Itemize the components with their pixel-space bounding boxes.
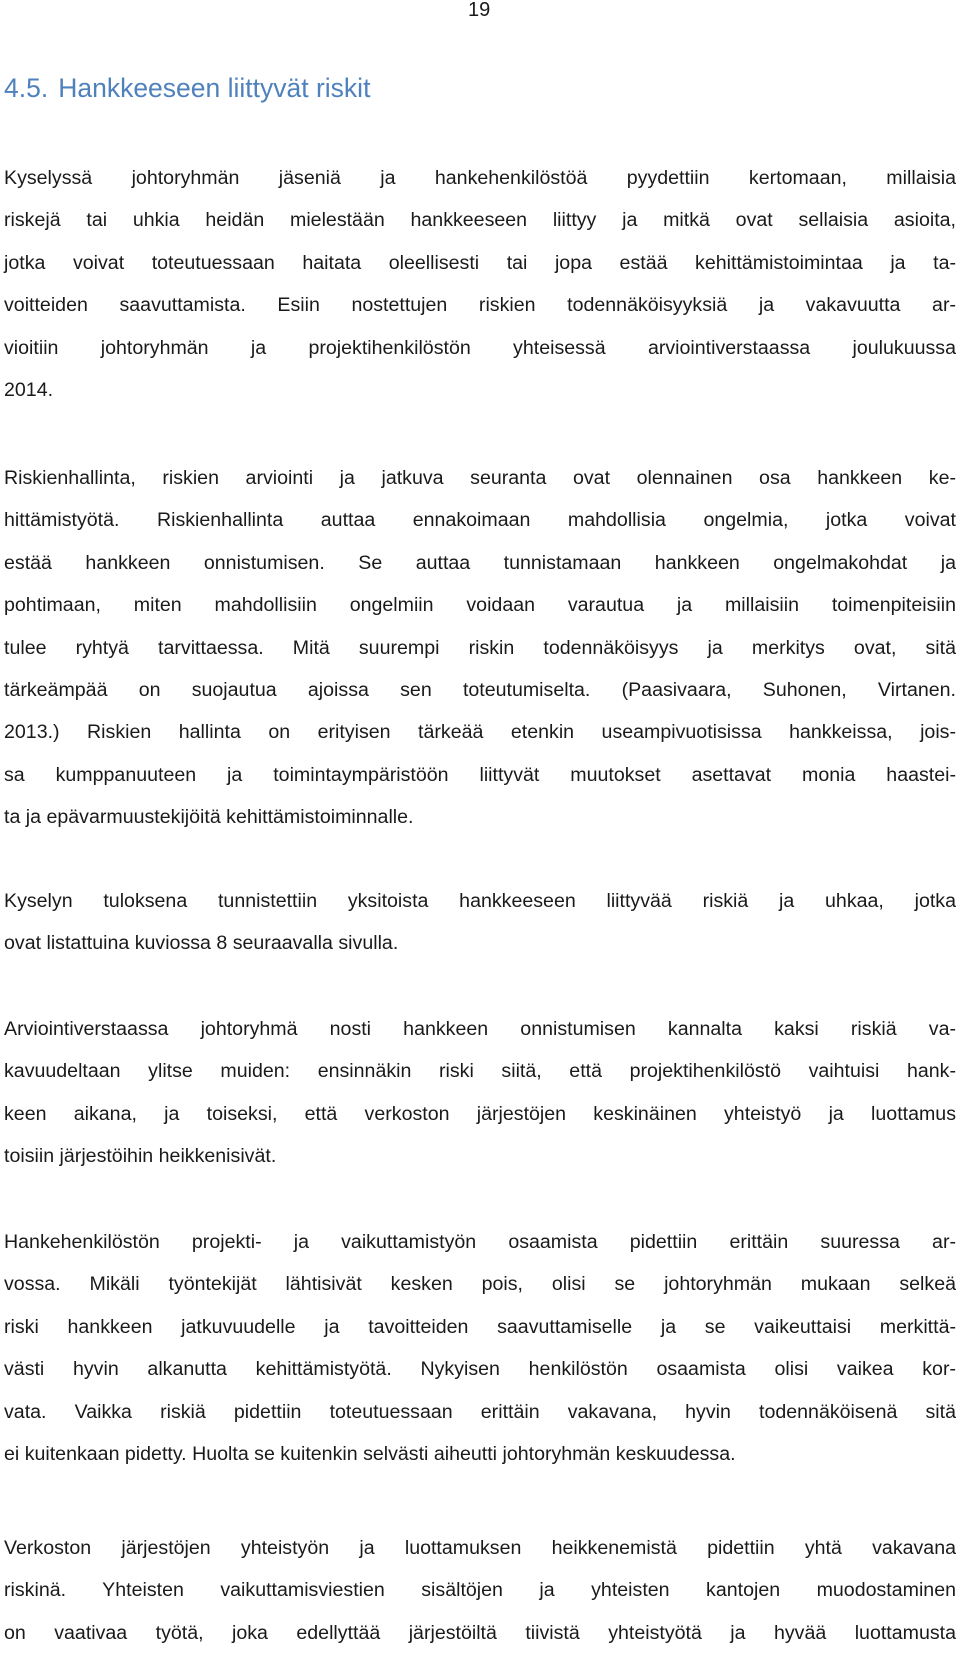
text-line: tulee ryhtyä tarvittaessa. Mitä suurempi riskin todennäköisyys ja merkitys ovat, sitä — [4, 636, 956, 659]
text-line: toisiin järjestöihin heikkenisivät. — [4, 1145, 277, 1168]
paragraph-workshop — [4, 1008, 956, 1178]
text-line: pohtimaan, miten mahdollisiin ongelmiin voidaan varautua ja millaisiin toimenpiteisiin — [4, 594, 956, 617]
text-line: keen aikana, ja toiseksi, että verkoston järjestöjen keskinäinen yhteistyö ja luottamus — [4, 1102, 956, 1125]
text-line: ovat listattuina kuviossa 8 seuraavalla sivulla. — [4, 932, 399, 955]
text-line: voitteiden saavuttamista. Esiin nostettujen riskien todennäköisyyksiä ja vakavuutta ar- — [4, 294, 956, 317]
text-line: vioitiin johtoryhmän ja projektihenkilöstön yhteisessä arviointiverstaassa joulukuussa — [4, 336, 956, 359]
text-line: kavuudeltaan ylitse muiden: ensinnäkin riski siitä, että projektihenkilöstö vaihtuisi hank- — [4, 1060, 956, 1083]
text-line: tärkeämpää on suojautua ajoissa sen toteutumiselta. (Paasivaara, Suhonen, Virtanen. — [4, 678, 956, 701]
text-line: västi hyvin alkanutta kehittämistyötä. Nykyisen henkilöstön osaamista olisi vaikea kor- — [4, 1358, 956, 1381]
text-line: hittämistyötä. Riskienhallinta auttaa ennakoimaan mahdollisia ongelmia, jotka voivat — [4, 509, 956, 532]
text-line: sa kumppanuuteen ja toimintaympäristöön liittyvät muutokset asettavat monia haastei- — [4, 763, 956, 786]
text-line: Hankehenkilöstön projekti- ja vaikuttamistyön osaamista pidettiin erittäin suuressa ar- — [4, 1231, 956, 1253]
text-line: on vaativaa työtä, joka edellyttää järjestöiltä tiivistä yhteistyötä ja hyvää luottamusta — [4, 1621, 956, 1644]
section-heading — [4, 70, 370, 106]
section-title: Hankkeeseen liittyvät riskit — [58, 73, 371, 103]
paragraph-staff-expertise — [4, 1221, 956, 1475]
text-line: Verkoston järjestöjen yhteistyön ja luottamuksen heikkenemistä pidettiin yhtä vakavana — [4, 1537, 956, 1559]
paragraph-network-cooperation — [4, 1527, 956, 1654]
text-line: riski hankkeen jatkuvuudelle ja tavoitteiden saavuttamiselle ja se vaikeuttaisi merkittä- — [4, 1315, 956, 1338]
section-number: 4.5. — [4, 73, 49, 103]
text-line: vata. Vaikka riskiä pidettiin toteutuessaan erittäin vakavana, hyvin todennäköisenä sitä — [4, 1400, 956, 1423]
text-line: ta ja epävarmuustekijöitä kehittämistoiminnalle. — [4, 806, 414, 829]
text-line: jotka voivat toteutuessaan haitata oleellisesti tai jopa estää kehittämistoimintaa ja ta- — [4, 251, 956, 274]
text-line: Kyselyn tuloksena tunnistettiin yksitoista hankkeeseen liittyvää riskiä ja uhkaa, jotka — [4, 890, 956, 912]
paragraph-survey — [4, 157, 956, 411]
text-line: 2013.) Riskien hallinta on erityisen tärkeää etenkin useampivuotisissa hankkeissa, jois- — [4, 721, 956, 744]
text-line: 2014. — [4, 378, 54, 401]
text-line: estää hankkeen onnistumisen. Se auttaa tunnistamaan hankkeen ongelmakohdat ja — [4, 551, 956, 574]
text-line: Kyselyssä johtoryhmän jäseniä ja hankehenkilöstöä pyydettiin kertomaan, millaisia — [4, 167, 956, 189]
page-number: 19 — [468, 0, 491, 21]
text-line: riskejä tai uhkia heidän mielestään hankkeeseen liittyy ja mitkä ovat sellaisia asioita, — [4, 209, 956, 232]
text-line: Arviointiverstaassa johtoryhmä nosti hankkeen onnistumisen kannalta kaksi riskiä va- — [4, 1018, 956, 1040]
paragraph-survey-results — [4, 880, 956, 965]
paragraph-risk-management — [4, 457, 956, 839]
text-line: riskinä. Yhteisten vaikuttamisviestien sisältöjen ja yhteisten kantojen muodostaminen — [4, 1579, 956, 1602]
text-line: vossa. Mikäli työntekijät lähtisivät kesken pois, olisi se johtoryhmän mukaan selkeä — [4, 1273, 956, 1296]
text-line: Riskienhallinta, riskien arviointi ja jatkuva seuranta ovat olennainen osa hankkeen ke- — [4, 467, 956, 489]
text-line: ei kuitenkaan pidetty. Huolta se kuitenkin selvästi aiheutti johtoryhmän keskuudessa. — [4, 1442, 736, 1465]
